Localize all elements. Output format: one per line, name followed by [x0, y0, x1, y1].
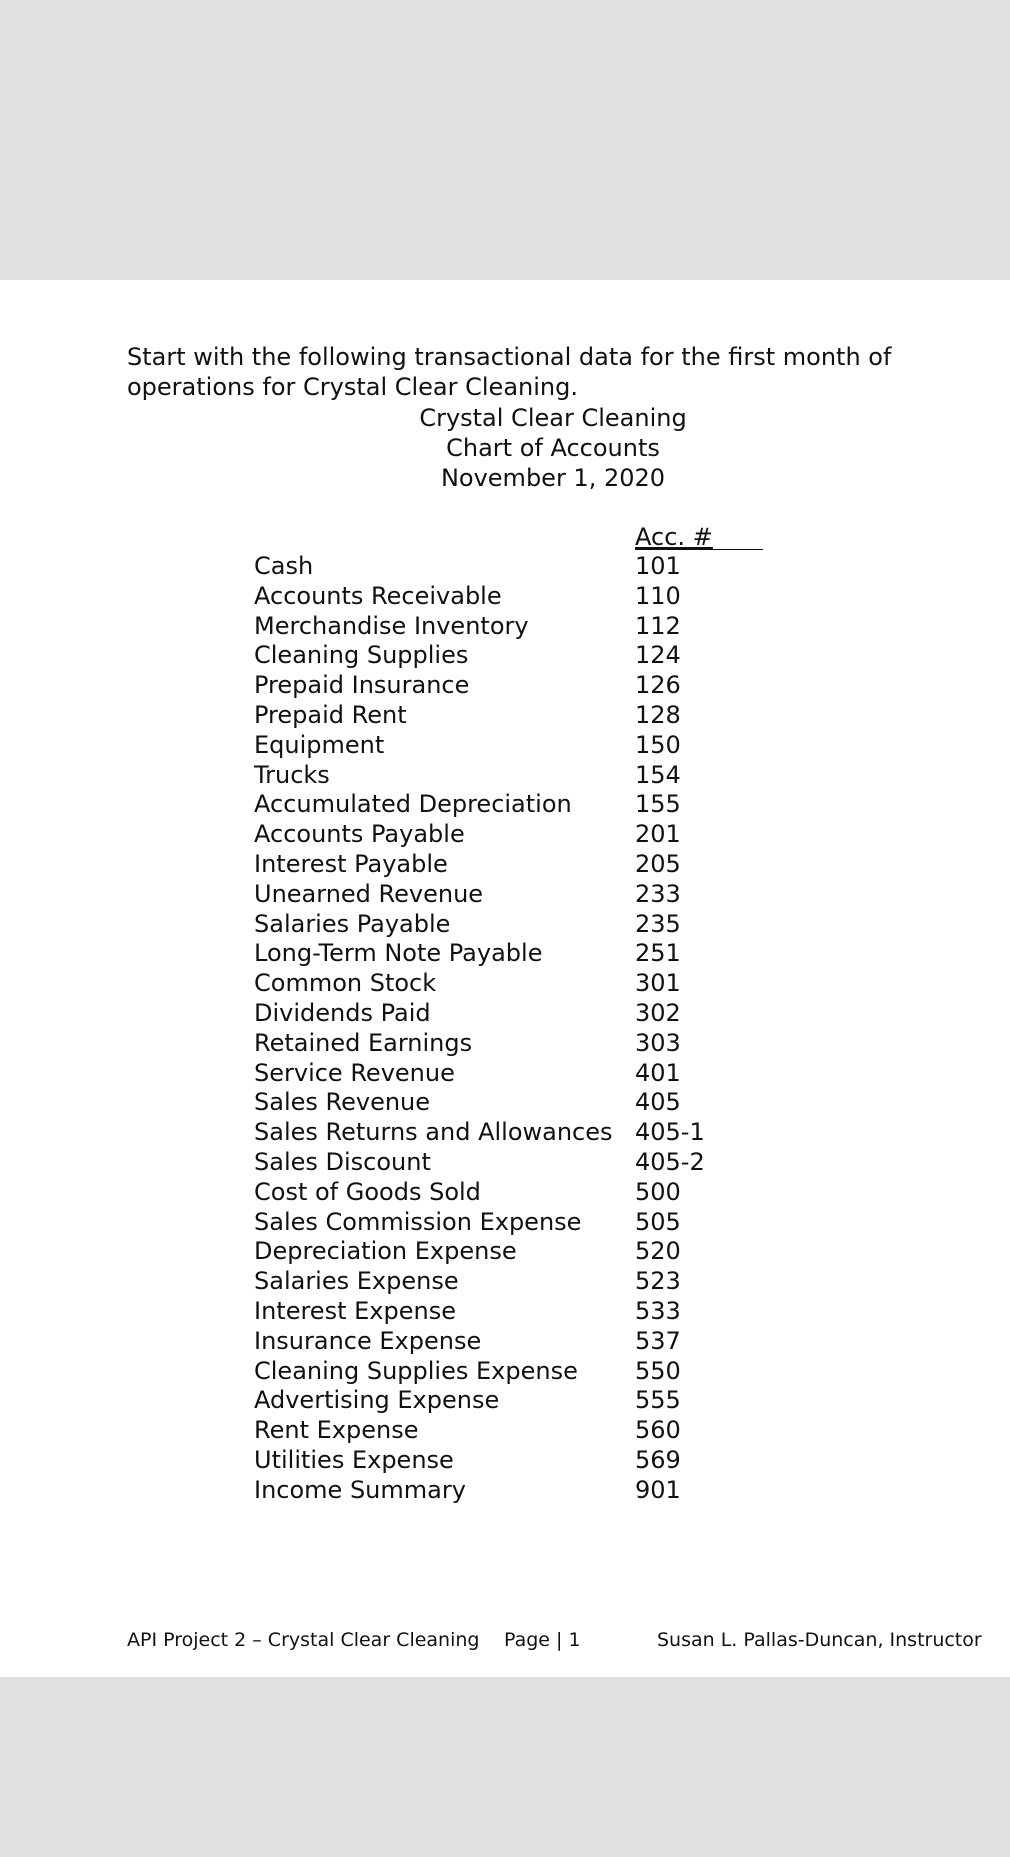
account-name: Sales Returns and Allowances — [254, 1118, 613, 1147]
account-number: 201 — [635, 820, 681, 849]
account-name: Long-Term Note Payable — [254, 939, 543, 968]
account-row — [254, 790, 854, 820]
account-name: Trucks — [254, 760, 330, 789]
account-row — [254, 999, 854, 1029]
account-number: 233 — [635, 879, 681, 908]
account-number: 523 — [635, 1267, 681, 1296]
report-date: November 1, 2020 — [440, 464, 666, 492]
report-name: Chart of Accounts — [446, 434, 660, 462]
account-number: 500 — [635, 1177, 681, 1206]
account-row — [254, 552, 854, 582]
account-row — [254, 910, 854, 940]
account-row — [254, 582, 854, 612]
account-row — [254, 1237, 854, 1267]
account-number: 128 — [635, 700, 681, 729]
account-number: 205 — [635, 849, 681, 878]
account-row — [254, 1088, 854, 1118]
accounts-table — [254, 552, 854, 1506]
account-number: 401 — [635, 1058, 681, 1087]
account-row — [254, 641, 854, 671]
account-name: Accumulated Depreciation — [254, 790, 572, 819]
account-row — [254, 1208, 854, 1238]
account-number: 569 — [635, 1445, 681, 1474]
account-name: Cost of Goods Sold — [254, 1177, 481, 1206]
account-name: Interest Payable — [254, 849, 448, 878]
account-row — [254, 671, 854, 701]
account-number: 110 — [635, 581, 681, 610]
account-row — [254, 1446, 854, 1476]
account-row — [254, 1357, 854, 1387]
account-number: 150 — [635, 730, 681, 759]
account-row — [254, 880, 854, 910]
account-number: 251 — [635, 939, 681, 968]
account-row — [254, 612, 854, 642]
account-number: 560 — [635, 1416, 681, 1445]
account-number: 155 — [635, 790, 681, 819]
account-name: Salaries Payable — [254, 909, 451, 938]
account-number: 520 — [635, 1237, 681, 1266]
report-title-block — [0, 403, 1010, 493]
account-name: Merchandise Inventory — [254, 611, 529, 640]
account-name: Sales Commission Expense — [254, 1207, 582, 1236]
page-footer — [0, 1628, 1010, 1652]
account-name: Depreciation Expense — [254, 1237, 517, 1266]
account-row — [254, 1416, 854, 1446]
footer-instructor: Susan L. Pallas-Duncan, Instructor — [657, 1629, 982, 1651]
account-row — [254, 731, 854, 761]
account-number: 124 — [635, 641, 681, 670]
footer-project-title: API Project 2 – Crystal Clear Cleaning — [127, 1629, 480, 1651]
account-row — [254, 1029, 854, 1059]
account-name: Equipment — [254, 730, 385, 759]
account-row — [254, 761, 854, 791]
account-name: Advertising Expense — [254, 1386, 500, 1415]
account-name: Cash — [254, 552, 314, 580]
account-row — [254, 820, 854, 850]
account-number: 901 — [635, 1475, 681, 1504]
account-row — [254, 1267, 854, 1297]
account-name: Insurance Expense — [254, 1326, 482, 1355]
account-name: Prepaid Insurance — [254, 671, 470, 700]
account-row — [254, 1297, 854, 1327]
account-row — [254, 1386, 854, 1416]
account-row — [254, 701, 854, 731]
account-name: Sales Revenue — [254, 1088, 431, 1117]
account-name: Income Summary — [254, 1475, 466, 1504]
account-number: 302 — [635, 998, 681, 1027]
document-page — [0, 280, 1010, 1677]
account-row — [254, 1178, 854, 1208]
account-number: 101 — [635, 552, 681, 580]
account-name: Unearned Revenue — [254, 879, 484, 908]
account-number: 533 — [635, 1296, 681, 1325]
account-name: Cleaning Supplies — [254, 641, 469, 670]
account-name: Service Revenue — [254, 1058, 455, 1087]
account-number: 405 — [635, 1088, 681, 1117]
account-name: Interest Expense — [254, 1296, 456, 1325]
account-name: Salaries Expense — [254, 1267, 459, 1296]
account-number: 405-1 — [635, 1118, 705, 1147]
account-name: Dividends Paid — [254, 998, 431, 1027]
account-number: 112 — [635, 611, 681, 640]
account-name: Retained Earnings — [254, 1028, 473, 1057]
account-name: Cleaning Supplies Expense — [254, 1356, 578, 1385]
account-name: Accounts Payable — [254, 820, 465, 849]
account-number: 555 — [635, 1386, 681, 1415]
account-name: Sales Discount — [254, 1147, 431, 1176]
account-number: 537 — [635, 1326, 681, 1355]
account-number: 154 — [635, 760, 681, 789]
account-number: 303 — [635, 1028, 681, 1057]
account-name: Common Stock — [254, 969, 437, 998]
account-number: 235 — [635, 909, 681, 938]
account-number: 126 — [635, 671, 681, 700]
account-name: Utilities Expense — [254, 1445, 454, 1474]
account-name: Accounts Receivable — [254, 581, 502, 610]
account-row — [254, 1327, 854, 1357]
account-number: 505 — [635, 1207, 681, 1236]
account-row — [254, 939, 854, 969]
account-row — [254, 1059, 854, 1089]
account-number: 550 — [635, 1356, 681, 1385]
intro-paragraph: Start with the following transactional data for the first month of operations for Crystal Clear Cleaning. — [127, 343, 892, 401]
account-number-header: Acc. # — [635, 522, 763, 550]
account-number: 301 — [635, 969, 681, 998]
account-number: 405-2 — [635, 1147, 705, 1176]
account-name: Prepaid Rent — [254, 700, 407, 729]
account-name: Rent Expense — [254, 1416, 419, 1445]
account-row — [254, 1118, 854, 1148]
footer-page-number: Page | 1 — [504, 1629, 581, 1651]
account-row — [254, 969, 854, 999]
company-name: Crystal Clear Cleaning — [419, 404, 687, 432]
account-row — [254, 1476, 854, 1506]
account-row — [254, 850, 854, 880]
account-row — [254, 1148, 854, 1178]
